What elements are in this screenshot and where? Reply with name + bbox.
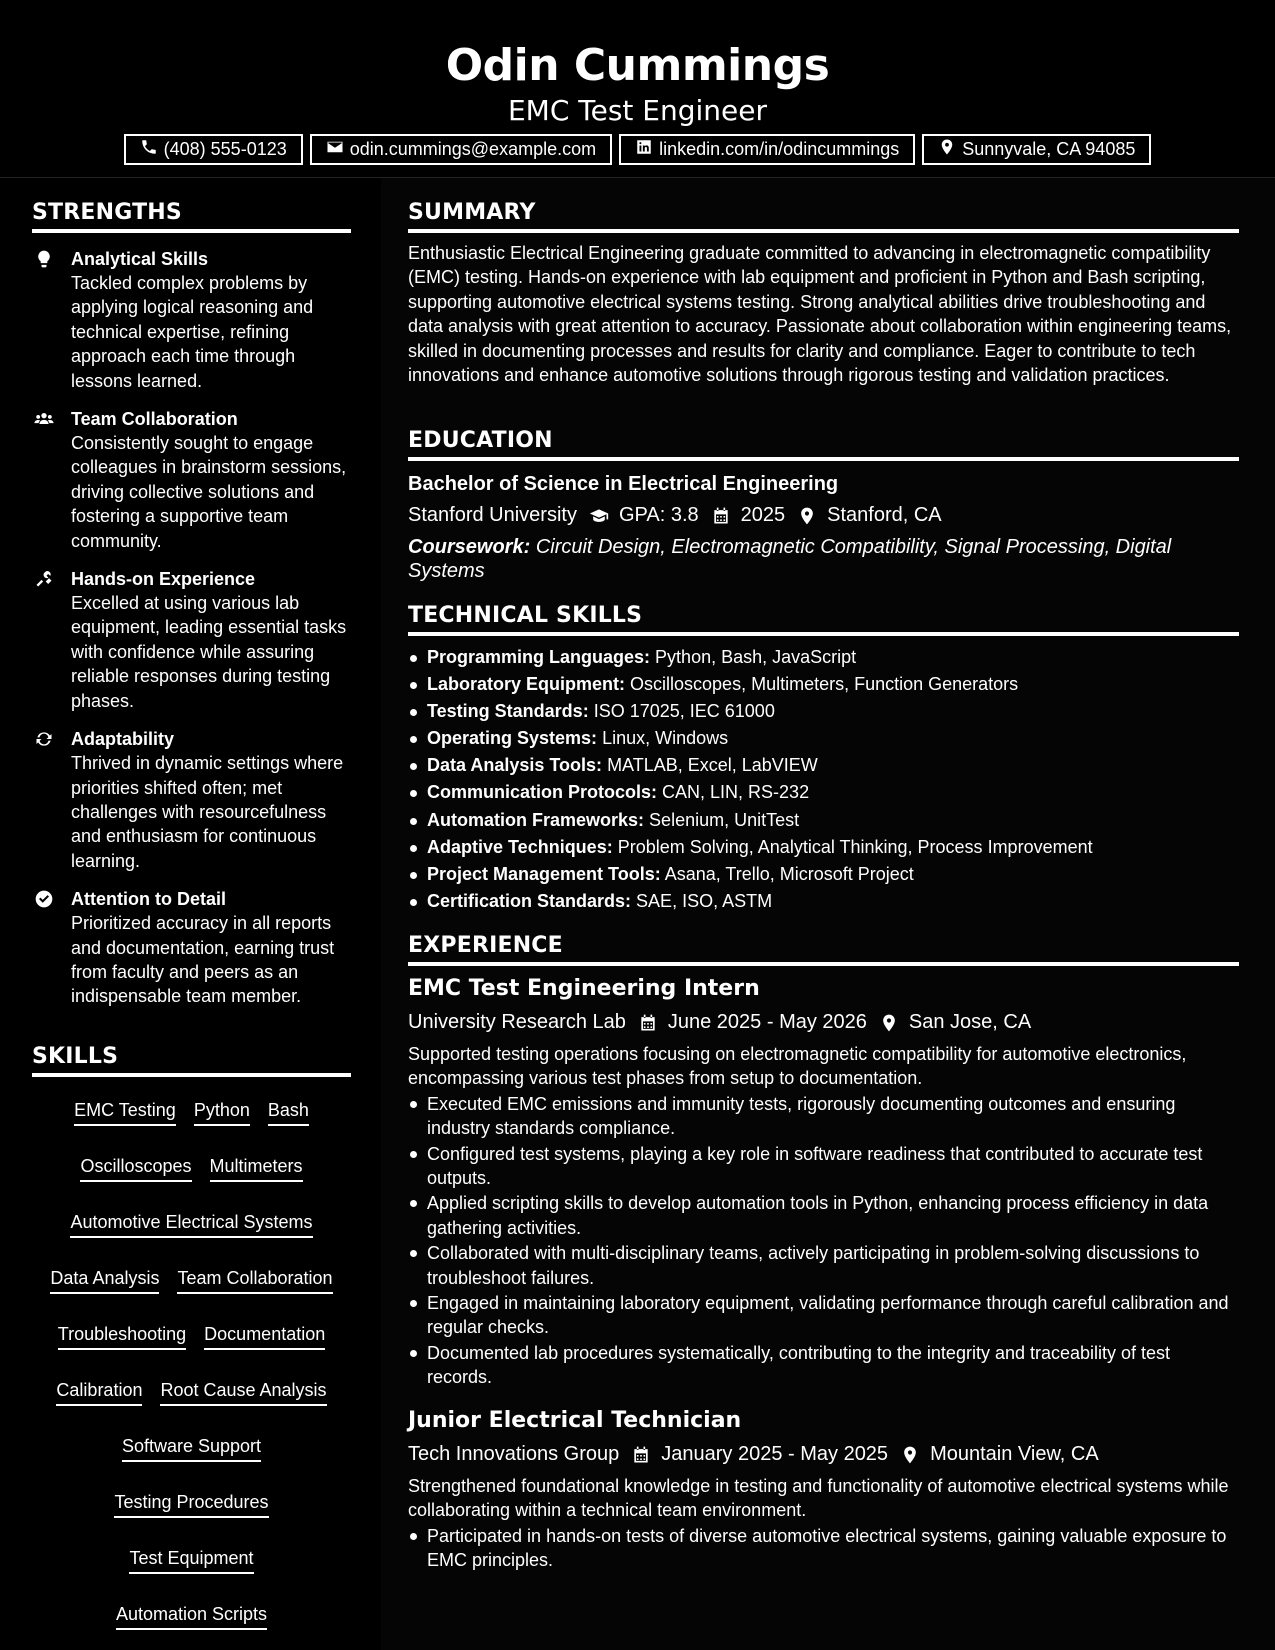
coursework-list: Circuit Design, Electromagnetic Compatibility, Signal Processing, Digital Systems (408, 536, 1172, 582)
phone-icon (140, 138, 158, 161)
lightbulb-icon (34, 249, 56, 269)
sync-icon (34, 729, 56, 749)
skill-tag: Bash (268, 1096, 309, 1126)
skill-tag: Testing Procedures (114, 1488, 268, 1518)
strengths-heading: STRENGTHS (32, 200, 351, 233)
list-item (408, 725, 1239, 752)
degree-title: Bachelor of Science in Electrical Engineering (408, 473, 839, 495)
tech-skill-label: Certification Standards: (427, 890, 632, 911)
technical-skills-section (408, 603, 1239, 915)
strength-title: Hands-on Experience (71, 569, 256, 590)
company-name: University Research Lab (408, 1011, 626, 1033)
list-item: Documented lab procedures systematically, contributing to the integrity and traceability of test records. (408, 1341, 1239, 1390)
summary-heading: SUMMARY (408, 200, 1239, 233)
calendar-icon (711, 505, 731, 525)
graduation-cap-icon (589, 505, 609, 525)
job-bullets (408, 1092, 1239, 1390)
list-item (408, 752, 1239, 779)
map-pin-icon (938, 138, 956, 161)
sidebar (0, 178, 381, 1650)
tech-skill-label: Automation Frameworks: (427, 809, 645, 830)
list-item (408, 888, 1239, 915)
main-content (381, 178, 1275, 1650)
strength-title: Attention to Detail (71, 889, 226, 910)
tech-skill-value: Asana, Trello, Microsoft Project (664, 863, 914, 884)
tech-skill-label: Testing Standards: (427, 701, 589, 722)
tech-skill-value: Selenium, UnitTest (649, 809, 800, 830)
school-location: Stanford, CA (827, 504, 942, 526)
strength-item (32, 567, 351, 713)
list-item: Configured test systems, playing a key role in software readiness that contributed to accurate test outputs. (408, 1142, 1239, 1191)
envelope-icon (326, 138, 344, 161)
tools-icon (34, 569, 56, 589)
strength-desc: Excelled at using various lab equipment, leading essential tasks with confidence while assuring reliable responses during testing phases. (71, 593, 347, 711)
strength-item (32, 407, 351, 553)
tech-skill-value: MATLAB, Excel, LabVIEW (607, 755, 818, 776)
skill-tag: Software Support (122, 1432, 261, 1462)
tech-skill-label: Programming Languages: (427, 647, 651, 667)
list-item: Applied scripting skills to develop automation tools in Python, enhancing process efficiency in data gathering activities. (408, 1191, 1239, 1240)
skill-tag: Troubleshooting (58, 1320, 186, 1350)
tech-skill-label: Communication Protocols: (427, 782, 658, 803)
skills-heading: SKILLS (32, 1044, 351, 1077)
technical-skills-list (408, 644, 1239, 915)
contact-linkedin-text: linkedin.com/in/odincummings (659, 139, 900, 159)
job-title: EMC Test Engineering Intern (408, 976, 760, 1001)
school-name: Stanford University (408, 504, 577, 526)
contact-linkedin[interactable] (619, 134, 915, 165)
strength-desc: Thrived in dynamic settings where priorities shifted often; met challenges with resourcefulness and enthusiasm for continuous learning. (71, 753, 344, 871)
strength-desc: Tackled complex problems by applying logical reasoning and technical expertise, refining approach each time through lessons learned. (71, 273, 314, 391)
list-item (408, 671, 1239, 698)
list-item (408, 779, 1239, 806)
skill-tag: Team Collaboration (177, 1264, 332, 1294)
check-circle-icon (34, 889, 56, 909)
strength-item (32, 887, 351, 1009)
tech-skill-label: Operating Systems: (427, 728, 598, 749)
calendar-icon (631, 1444, 651, 1464)
job-meta (408, 1439, 1239, 1469)
contact-email[interactable] (310, 134, 612, 165)
experience-section (408, 933, 1239, 1572)
list-item: Executed EMC emissions and immunity tests, rigorously documenting outcomes and ensuring industry standards compliance. (408, 1092, 1239, 1141)
skill-tag: Python (194, 1096, 250, 1126)
contact-phone[interactable] (124, 134, 303, 165)
tech-skill-value: ISO 17025, IEC 61000 (593, 701, 775, 722)
list-item: Engaged in maintaining laboratory equipment, validating performance through careful calibration and regular checks. (408, 1291, 1239, 1340)
list-item: Participated in hands-on tests of diverse automotive electrical systems, gaining valuable exposure to EMC principles. (408, 1524, 1239, 1573)
skill-tag: Automation Scripts (116, 1600, 267, 1630)
contact-phone-text: (408) 555-0123 (163, 139, 287, 159)
skill-tag: Automotive Electrical Systems (70, 1208, 312, 1238)
tech-skill-value: Oscilloscopes, Multimeters, Function Generators (630, 674, 1019, 695)
calendar-icon (638, 1012, 658, 1032)
gpa: GPA: 3.8 (618, 504, 699, 526)
tech-skill-value: Python, Bash, JavaScript (655, 647, 857, 667)
strength-item (32, 727, 351, 873)
skill-tag: Data Analysis (50, 1264, 159, 1294)
skill-tag: Calibration (56, 1376, 142, 1406)
tech-skill-value: Problem Solving, Analytical Thinking, Process Improvement (617, 836, 1093, 857)
skill-tags (32, 1096, 351, 1630)
list-item (408, 807, 1239, 834)
contact-bar (0, 134, 1275, 165)
candidate-name: Odin Cummings (445, 40, 830, 91)
candidate-title: EMC Test Engineer (507, 94, 768, 127)
summary-section (408, 200, 1239, 387)
users-icon (34, 409, 56, 429)
list-item: Collaborated with multi-disciplinary teams, actively participating in problem-solving discussions to troubleshoot failures. (408, 1241, 1239, 1290)
job-description: Strengthened foundational knowledge in testing and functionality of automotive electrical systems while collaborating within a technical team environment. (408, 1475, 1229, 1521)
map-pin-icon (879, 1012, 899, 1032)
technical-skills-heading: TECHNICAL SKILLS (408, 603, 1239, 636)
skill-tag: Root Cause Analysis (160, 1376, 326, 1406)
skill-tag: Oscilloscopes (80, 1152, 191, 1182)
job-title: Junior Electrical Technician (408, 1407, 742, 1433)
skill-tag: Documentation (204, 1320, 325, 1350)
summary-text: Enthusiastic Electrical Engineering graduate committed to advancing in electromagnetic compatibility (EMC) testing. Hands-on experience with lab equipment and proficient in Python and Bash scripting, supporting automotive electrical systems testing. Strong analytical abilities drive troubleshooting and data analysis with great attention to accuracy. Passionate about collaboration within engineering teams, skilled in documenting processes and results for clarity and compliance. Eager to contribute to tech innovations and enhance automotive solutions through rigorous testing and validation practices. (408, 243, 1232, 386)
experience-heading: EXPERIENCE (408, 933, 1239, 966)
skill-tag: Test Equipment (129, 1544, 253, 1574)
contact-location-text: Sunnyvale, CA 94085 (962, 139, 1136, 159)
job-entry (408, 974, 1239, 1390)
education-meta (408, 500, 1239, 530)
list-item (408, 861, 1239, 888)
resume-header (0, 0, 1275, 178)
tech-skill-label: Data Analysis Tools: (427, 755, 603, 776)
company-name: Tech Innovations Group (408, 1442, 620, 1465)
strengths-section (32, 200, 351, 1009)
job-entry (408, 1406, 1239, 1573)
education-section (408, 428, 1239, 583)
list-item (408, 644, 1239, 671)
tech-skill-value: Linux, Windows (602, 728, 729, 749)
map-pin-icon (797, 505, 817, 525)
strength-title: Team Collaboration (71, 409, 238, 430)
strength-desc: Prioritized accuracy in all reports and documentation, earning trust from faculty and peers as an indispensable team member. (71, 913, 335, 1007)
job-location: Mountain View, CA (930, 1442, 1099, 1465)
coursework (408, 535, 1239, 583)
map-pin-icon (900, 1444, 920, 1464)
strength-desc: Consistently sought to engage colleagues in brainstorm sessions, driving collective solutions and fostering a supportive team community. (71, 433, 347, 551)
skills-section (32, 1044, 351, 1630)
contact-email-text: odin.cummings@example.com (349, 139, 597, 159)
job-dates: June 2025 - May 2026 (667, 1011, 867, 1033)
list-item (408, 834, 1239, 861)
list-item (408, 698, 1239, 725)
tech-skill-label: Project Management Tools: (427, 863, 661, 884)
strength-item (32, 247, 351, 393)
linkedin-icon (635, 138, 653, 161)
tech-skill-label: Laboratory Equipment: (427, 674, 626, 695)
skill-tag: Multimeters (210, 1152, 303, 1182)
job-meta (408, 1007, 1239, 1037)
tech-skill-label: Adaptive Techniques: (427, 836, 613, 857)
tech-skill-value: CAN, LIN, RS-232 (662, 782, 810, 803)
strength-title: Analytical Skills (71, 249, 209, 269)
education-heading: EDUCATION (408, 428, 1239, 461)
job-dates: January 2025 - May 2025 (661, 1442, 889, 1465)
job-location: San Jose, CA (908, 1011, 1032, 1033)
tech-skill-value: SAE, ISO, ASTM (636, 890, 773, 911)
graduation-year: 2025 (740, 504, 786, 526)
contact-location (922, 134, 1151, 165)
strength-title: Adaptability (71, 729, 175, 750)
skill-tag: EMC Testing (74, 1096, 176, 1126)
job-bullets (408, 1524, 1239, 1573)
job-description: Supported testing operations focusing on electromagnetic compatibility for automotive electronics, encompassing various test phases from setup to documentation. (408, 1044, 1187, 1089)
coursework-label: Coursework: (408, 536, 531, 558)
